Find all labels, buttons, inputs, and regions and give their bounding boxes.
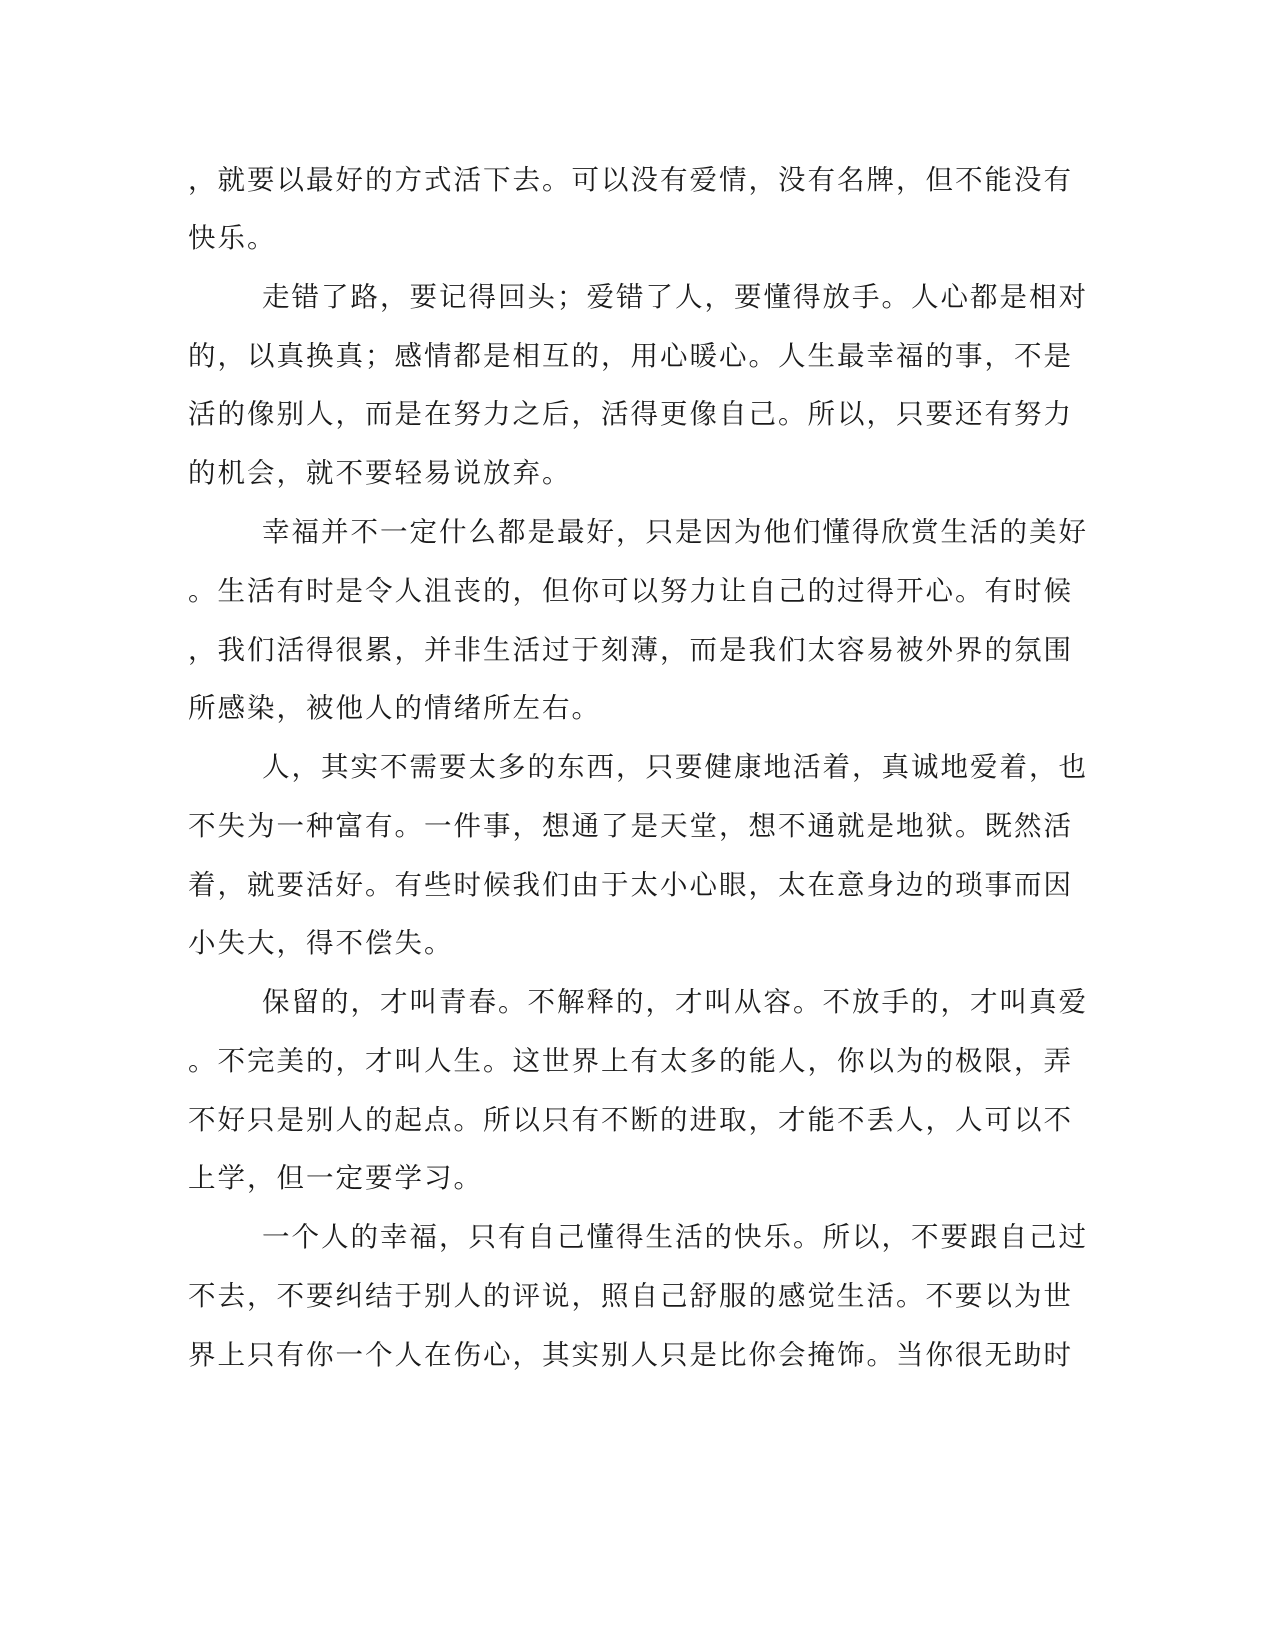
- text-line: 小失大，得不偿失。: [188, 927, 454, 959]
- text-line: 不好只是别人的起点。所以只有不断的进取，才能不丢人，人可以不: [188, 1104, 1073, 1136]
- text-line: ，我们活得很累，并非生活过于刻薄，而是我们太容易被外界的氛围: [188, 634, 1073, 666]
- text-line: ，就要以最好的方式活下去。可以没有爱情，没有名牌，但不能没有: [188, 164, 1073, 196]
- text-line: 不失为一种富有。一件事，想通了是天堂，想不通就是地狱。既然活: [188, 810, 1073, 842]
- text-line: 上学，但一定要学习。: [188, 1162, 483, 1194]
- paragraph-first-line: 幸福并不一定什么都是最好，只是因为他们懂得欣赏生活的美好: [262, 516, 1088, 548]
- text-line: 界上只有你一个人在伤心，其实别人只是比你会掩饰。当你很无助时: [188, 1339, 1073, 1371]
- text-line: 的，以真换真；感情都是相互的，用心暖心。人生最幸福的事，不是: [188, 340, 1073, 372]
- text-line: 快乐。: [188, 222, 277, 254]
- paragraph-first-line: 一个人的幸福，只有自己懂得生活的快乐。所以，不要跟自己过: [262, 1221, 1088, 1253]
- text-line: 。不完美的，才叫人生。这世界上有太多的能人，你以为的极限，弄: [188, 1045, 1073, 1077]
- text-line: 所感染，被他人的情绪所左右。: [188, 692, 601, 724]
- paragraph-first-line: 人，其实不需要太多的东西，只要健康地活着，真诚地爱着，也: [262, 751, 1088, 783]
- paragraph-first-line: 走错了路，要记得回头；爱错了人，要懂得放手。人心都是相对: [262, 281, 1088, 313]
- text-line: 。生活有时是令人沮丧的，但你可以努力让自己的过得开心。有时候: [188, 575, 1073, 607]
- text-line: 不去，不要纠结于别人的评说，照自己舒服的感觉生活。不要以为世: [188, 1280, 1073, 1312]
- text-line: 着，就要活好。有些时候我们由于太小心眼，太在意身边的琐事而因: [188, 869, 1073, 901]
- text-line: 活的像别人，而是在努力之后，活得更像自己。所以，只要还有努力: [188, 398, 1073, 430]
- paragraph-first-line: 保留的，才叫青春。不解释的，才叫从容。不放手的，才叫真爱: [262, 986, 1088, 1018]
- text-line: 的机会，就不要轻易说放弃。: [188, 457, 572, 489]
